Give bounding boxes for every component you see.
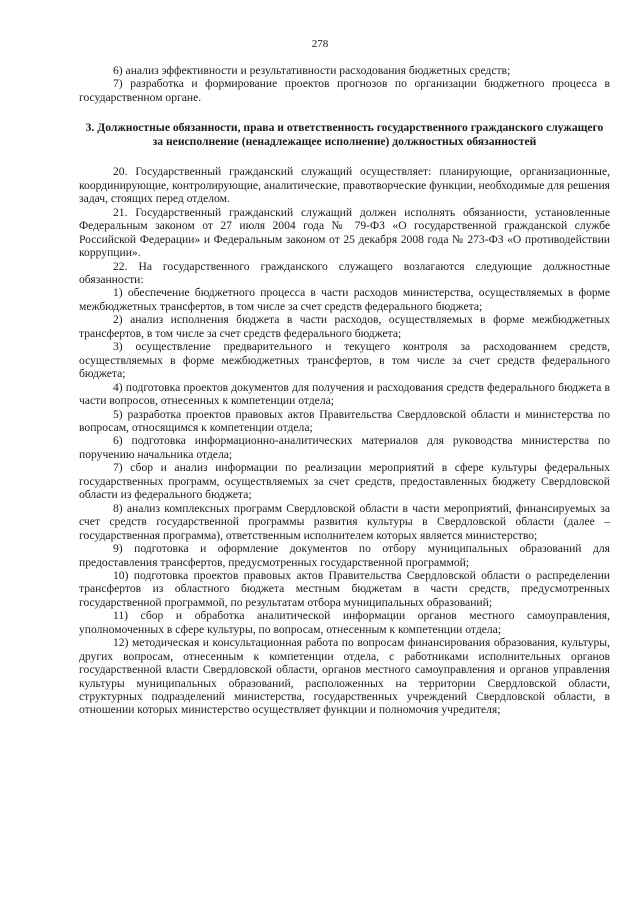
duty-item: 4) подготовка проектов документов для получения и расходования средств федерального бюджета в части вопросов, отнесенных к компетенции отдела; bbox=[79, 380, 610, 408]
duty-item: 12) методическая и консультационная работа по вопросам финансирования образования, культуры, других вопросам, отнесенным к компетенции отдела, с работниками исполнительных органов государственной власти Свердловской области, органов местного самоуправления и органов управления культуры муниципальных образований, расположенных на территории Свердловской области, структурных подразделений министерства, государственных учреждений Свердловской области, в отношении которых министерство осуществляет функции и полномочия учредителя; bbox=[79, 636, 610, 717]
duty-item: 11) сбор и обработка аналитической информации органов местного самоуправления, уполномоченных в сфере культуры, по вопросам, отнесенным к компетенции отдела; bbox=[79, 609, 610, 636]
paragraph: 20. Государственный гражданский служащий осуществляет: планирующие, организационные, координирующие, контролирующие, аналитические, правотворческие функции, необходимые для решения задач, стоящих перед отделом. bbox=[79, 165, 610, 206]
duty-item: 9) подготовка и оформление документов по отбору муниципальных образований для предоставления трансфертов, предусмотренных государственной программой; bbox=[79, 542, 610, 569]
paragraph: 21. Государственный гражданский служащий должен исполнять обязанности, установленные Федеральным законом от 27 июля 2004 года № 79-ФЗ «О государственной гражданской службе Российской Федерации» и Федеральным законом от 25 декабря 2008 года № 273-ФЗ «О противодействии коррупции». bbox=[79, 205, 610, 260]
duty-item: 3) осуществление предварительного и текущего контроля за расходованием средств, осуществляемых в форме межбюджетных трансфертов, в том числе за счет средств федерального бюджета; bbox=[79, 340, 610, 381]
duty-item: 5) разработка проектов правовых актов Правительства Свердловской области и министерства по вопросам, относящимся к компетенции отдела; bbox=[79, 407, 610, 434]
page-number: 278 bbox=[311, 38, 329, 50]
duty-item: 1) обеспечение бюджетного процесса в части расходов министерства, осуществляемых в форме межбюджетных трансфертов, в том числе за счет средств федерального бюджета; bbox=[79, 286, 610, 313]
section-heading: 3. Должностные обязанности, права и ответственность государственного гражданского служащего за неисполнение (ненадлежащее исполнение) должностных обязанностей bbox=[85, 121, 604, 149]
duty-item: 2) анализ исполнения бюджета в части расходов, осуществляемых в форме межбюджетных трансфертов, в том числе за счет средств федерального бюджета; bbox=[79, 313, 610, 340]
duty-item: 10) подготовка проектов правовых актов Правительства Свердловской области о распределении трансфертов из областного бюджета местным бюджетам в части средств, предусмотренных государственной программой, по результатам отбора муниципальных образований; bbox=[79, 568, 610, 609]
duty-item: 7) сбор и анализ информации по реализации мероприятий в сфере культуры федеральных государственных программ, осуществляемых за счет средств, предоставленных бюджету Свердловской области из федерального бюджета; bbox=[79, 461, 610, 502]
document-body bbox=[79, 64, 610, 717]
duty-item: 8) анализ комплексных программ Свердловской области в части мероприятий, финансируемых за счет средств государственной программы развития культуры в Свердловской области (далее – государственная программа), ответственным исполнителем которых является министерство; bbox=[79, 501, 610, 542]
duty-item: 6) подготовка информационно-аналитических материалов для руководства министерства по поручению начальника отдела; bbox=[79, 434, 610, 461]
paragraph: 22. На государственного гражданского служащего возлагаются следующие должностные обязанности: bbox=[79, 259, 610, 286]
list-item: 7) разработка и формирование проектов прогнозов по организации бюджетного процесса в государственном органе. bbox=[79, 77, 610, 104]
list-item: 6) анализ эффективности и результативности расходования бюджетных средств; bbox=[113, 64, 511, 77]
